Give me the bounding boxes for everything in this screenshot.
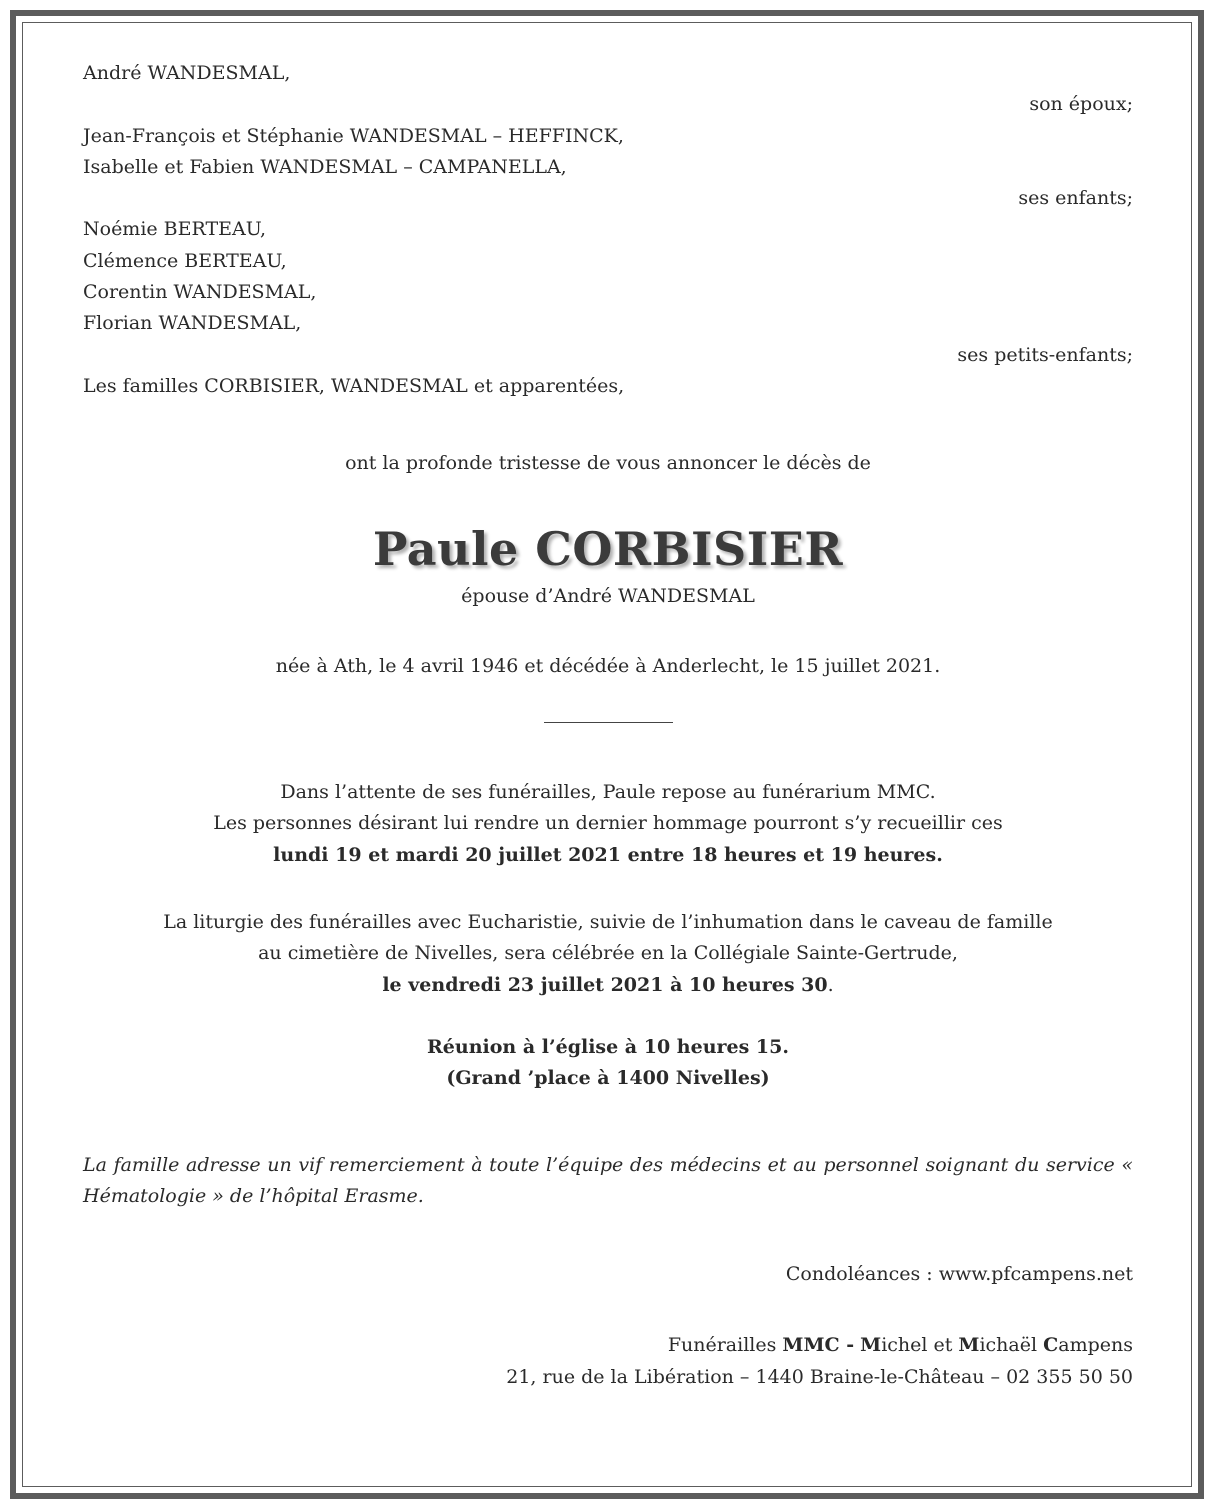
thanks-text: La famille adresse un vif remerciement à toute l’équipe des médecins et au personnel soignant du service « Hématologie » de l’hôpital Erasme. bbox=[83, 1153, 1133, 1207]
deceased-dates: née à Ath, le 4 avril 1946 et décédée à Anderlecht, le 15 juillet 2021. bbox=[275, 654, 941, 677]
funeral-home-name-part: ichaël bbox=[979, 1334, 1044, 1357]
grandchildren-role: ses petits-enfants; bbox=[957, 343, 1133, 366]
funeral-home-mmc: MMC - bbox=[782, 1334, 855, 1357]
liturgy-date: le vendredi 23 juillet 2021 à 10 heures 30 bbox=[382, 973, 828, 996]
grandchild-line: Clémence BERTEAU, bbox=[83, 249, 287, 272]
funeral-home-name-part: ichel et bbox=[881, 1334, 959, 1357]
visitation-line: Dans l’attente de ses funérailles, Paule repose au funérarium MMC. bbox=[280, 781, 936, 804]
liturgy-line: au cimetière de Nivelles, sera célébrée en la Collégiale Sainte-Gertrude, bbox=[258, 942, 958, 965]
deceased-name: Paule CORBISIER bbox=[372, 521, 844, 576]
visitation-dates: lundi 19 et mardi 20 juillet 2021 entre 18 heures et 19 heures. bbox=[273, 843, 943, 866]
meeting-place: (Grand ’place à 1400 Nivelles) bbox=[446, 1067, 770, 1090]
funeral-home-initial: M bbox=[860, 1334, 882, 1357]
grandchild-line: Florian WANDESMAL, bbox=[83, 312, 302, 335]
funeral-home-name-part: ampens bbox=[1058, 1334, 1133, 1357]
spouse-role: son époux; bbox=[1029, 93, 1133, 116]
deceased-spouse-of: épouse d’André WANDESMAL bbox=[461, 584, 755, 607]
children-role: ses enfants; bbox=[1018, 187, 1133, 210]
grandchild-line: Noémie BERTEAU, bbox=[83, 218, 267, 241]
meeting-line: Réunion à l’église à 10 heures 15. bbox=[427, 1035, 789, 1058]
visitation-line: Les personnes désirant lui rendre un dernier hommage pourront s’y recueillir ces bbox=[213, 812, 1003, 835]
families-line: Les familles CORBISIER, WANDESMAL et apparentées, bbox=[83, 374, 625, 397]
child-line: Isabelle et Fabien WANDESMAL – CAMPANELLA, bbox=[83, 155, 567, 178]
liturgy-date-tail: . bbox=[827, 973, 834, 996]
liturgy-date-line bbox=[83, 970, 1133, 1001]
funeral-home-initial: C bbox=[1043, 1334, 1059, 1357]
funeral-home-address: 21, rue de la Libération – 1440 Braine-le-Château – 02 355 50 50 bbox=[506, 1365, 1133, 1388]
liturgy-line: La liturgie des funérailles avec Eucharistie, suivie de l’inhumation dans le caveau de famille bbox=[163, 911, 1053, 934]
grandchild-line: Corentin WANDESMAL, bbox=[83, 281, 317, 304]
spouse-name: André WANDESMAL, bbox=[83, 62, 291, 84]
death-notice bbox=[83, 58, 1133, 1393]
funeral-home-name bbox=[83, 1330, 1133, 1361]
child-line: Jean-François et Stéphanie WANDESMAL – HEFFINCK, bbox=[83, 124, 624, 147]
announcement-text: ont la profonde tristesse de vous annoncer le décès de bbox=[345, 452, 871, 475]
funeral-home-initial: M bbox=[958, 1334, 980, 1357]
condolences-line: Condoléances : www.pfcampens.net bbox=[785, 1263, 1133, 1286]
funeral-home-prefix: Funérailles bbox=[667, 1334, 783, 1357]
